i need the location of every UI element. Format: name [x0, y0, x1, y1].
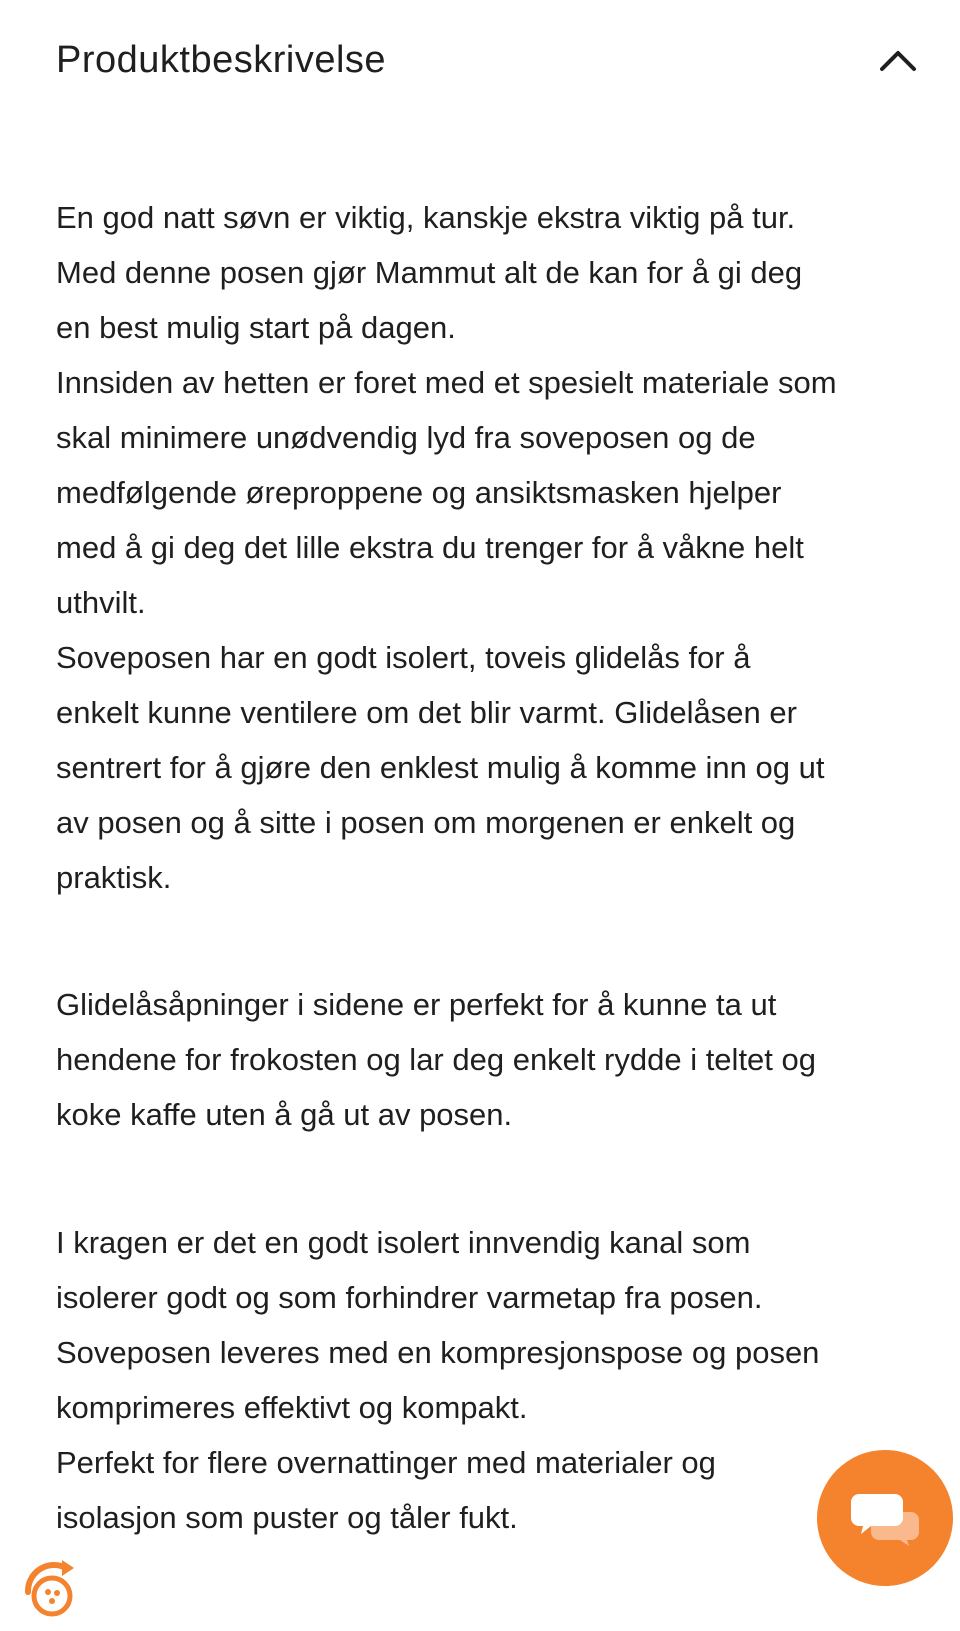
description-line: hendene for frokosten og lar deg enkelt rydde i teltet og: [56, 1042, 816, 1077]
description-line: isolasjon som puster og tåler fukt.: [56, 1500, 518, 1535]
collapse-button[interactable]: [876, 38, 920, 82]
description-line: skal minimere unødvendig lyd fra soveposen og de: [56, 420, 756, 455]
description-line: Perfekt for flere overnattinger med materialer og: [56, 1445, 716, 1480]
description-line: Glidelåsåpninger i sidene er perfekt for å kunne ta ut: [56, 987, 777, 1022]
product-description: [56, 190, 936, 1545]
description-line: Innsiden av hetten er foret med et spesielt materiale som: [56, 365, 837, 400]
section-title: Produktbeskrivelse: [56, 38, 387, 81]
description-block-1: [56, 190, 936, 905]
description-line: Med denne posen gjør Mammut alt de kan for å gi deg: [56, 255, 803, 290]
description-line: komprimeres effektivt og kompakt.: [56, 1390, 528, 1425]
paragraph-spacer: [56, 1142, 936, 1215]
chat-button[interactable]: [817, 1450, 953, 1586]
accessibility-button[interactable]: [14, 1552, 88, 1626]
description-line: Soveposen har en godt isolert, toveis glidelås for å: [56, 640, 751, 675]
chevron-up-icon: [879, 48, 917, 72]
description-line: I kragen er det en godt isolert innvendig kanal som: [56, 1225, 751, 1260]
description-line: med å gi deg det lille ekstra du trenger for å våkne helt: [56, 530, 804, 565]
description-line: Soveposen leveres med en kompresjonspose og posen: [56, 1335, 820, 1370]
description-line: medfølgende øreproppene og ansiktsmasken hjelper: [56, 475, 782, 510]
description-line: enkelt kunne ventilere om det blir varmt. Glidelåsen er: [56, 695, 797, 730]
description-block-2: [56, 977, 936, 1142]
section-header[interactable]: [56, 30, 920, 90]
description-block-3: [56, 1215, 936, 1545]
description-line: praktisk.: [56, 860, 172, 895]
description-line: av posen og å sitte i posen om morgenen er enkelt og: [56, 805, 796, 840]
chat-bubbles-icon: [849, 1490, 921, 1546]
description-line: sentrert for å gjøre den enklest mulig å komme inn og ut: [56, 750, 825, 785]
description-line: en best mulig start på dagen.: [56, 310, 456, 345]
description-line: uthvilt.: [56, 585, 146, 620]
description-line: En god natt søvn er viktig, kanskje ekstra viktig på tur.: [56, 200, 796, 235]
paragraph-spacer: [56, 905, 936, 977]
description-line: isolerer godt og som forhindrer varmetap fra posen.: [56, 1280, 763, 1315]
description-line: koke kaffe uten å gå ut av posen.: [56, 1097, 513, 1132]
accessibility-icon: [14, 1552, 88, 1626]
